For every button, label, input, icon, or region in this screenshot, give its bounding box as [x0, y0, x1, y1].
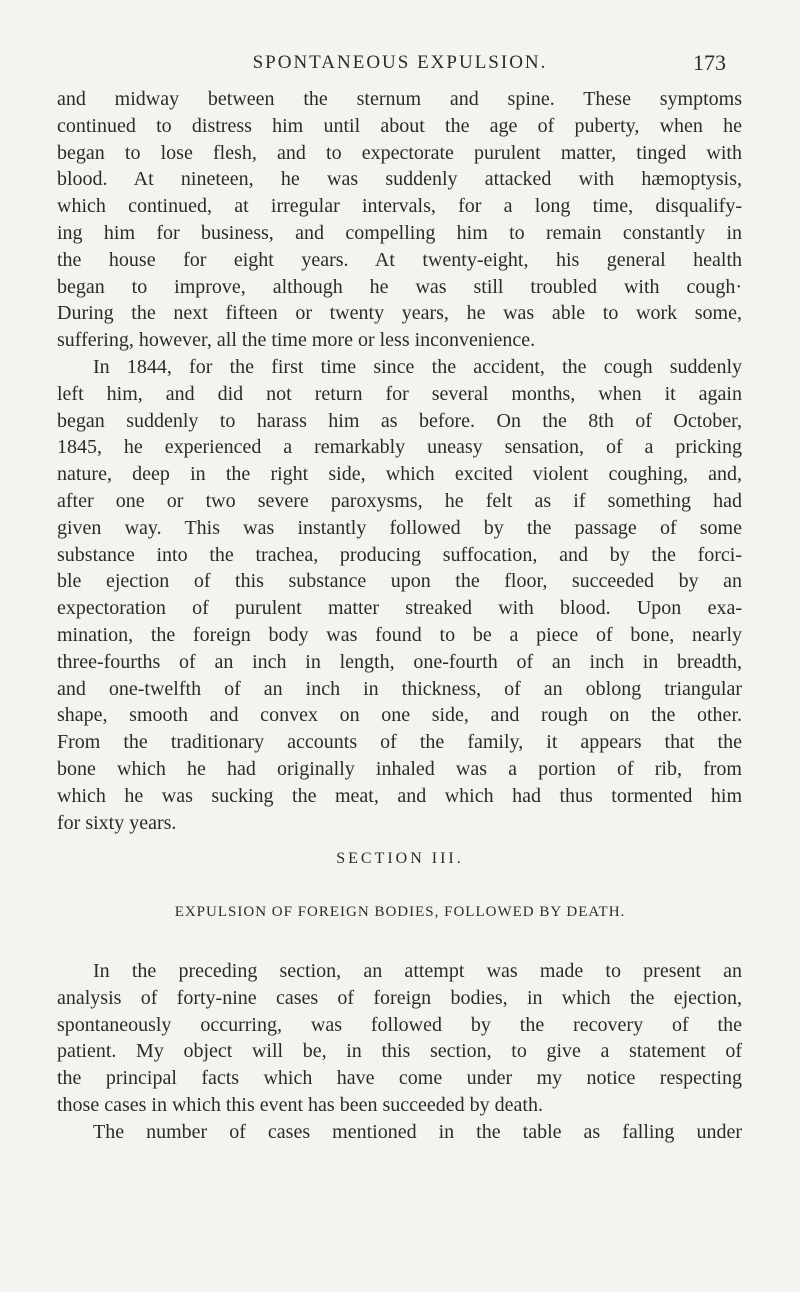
paragraph-2 [57, 354, 742, 836]
text-line: During the next fifteen or twenty years, he was able to work some, [57, 302, 742, 325]
text-line: nature, deep in the right side, which excited violent coughing, and, [57, 463, 742, 486]
text-line: continued to distress him until about the age of puberty, when he [57, 114, 742, 137]
page-number: 173 [693, 50, 726, 75]
text-line: shape, smooth and convex on one side, and rough on the other. [57, 704, 742, 727]
text-line: three-fourths of an inch in length, one-fourth of an inch in breadth, [57, 650, 742, 673]
text-line: 1845, he experienced a remarkably uneasy sensation, of a pricking [57, 436, 742, 459]
text-line: which he was sucking the meat, and which had thus tormented him [57, 784, 742, 807]
text-line: given way. This was instantly followed by the passage of some [57, 516, 742, 539]
text-line: the house for eight years. At twenty-eight, his general health [57, 248, 742, 271]
text-line: In the preceding section, an attempt was made to present an [93, 960, 742, 982]
text-line: ing him for business, and compelling him to remain constantly in [57, 221, 742, 244]
running-head [0, 50, 800, 80]
text-line: expectoration of purulent matter streaked with blood. Upon exa- [57, 597, 742, 620]
running-title: SPONTANEOUS EXPULSION. [252, 52, 548, 73]
text-line: substance into the trachea, producing suffocation, and by the forci- [57, 543, 742, 566]
text-line: mination, the foreign body was found to be a piece of bone, nearly [57, 623, 742, 646]
text-line: suffering, however, all the time more or less inconvenience. [57, 329, 536, 352]
text-line: From the traditionary accounts of the family, it appears that the [57, 731, 742, 754]
text-line: began to lose flesh, and to expectorate purulent matter, tinged with [57, 141, 742, 164]
text-line: which continued, at irregular intervals, for a long time, disqualify- [57, 195, 742, 218]
text-line: patient. My object will be, in this section, to give a statement of [57, 1040, 742, 1063]
paragraph-4 [57, 1119, 742, 1146]
text-line: and midway between the sternum and spine. These symptoms [57, 88, 742, 110]
text-line: began suddenly to harass him as before. On the 8th of October, [57, 409, 742, 432]
text-line: blood. At nineteen, he was suddenly attacked with hæmoptysis, [57, 168, 742, 191]
text-line: spontaneously occurring, was followed by the recovery of the [57, 1013, 742, 1036]
text-line: and one-twelfth of an inch in thickness, of an oblong triangular [57, 677, 742, 700]
text-line: those cases in which this event has been succeeded by death. [57, 1093, 543, 1116]
section-title: EXPULSION OF FOREIGN BODIES, FOLLOWED BY DEATH. [174, 904, 626, 920]
section-number: SECTION III. [336, 850, 464, 867]
text-line: The number of cases mentioned in the table as falling under [93, 1121, 742, 1143]
paragraph-1 [57, 86, 742, 354]
text-line: left him, and did not return for several months, when it again [57, 382, 742, 405]
text-line: for sixty years. [57, 811, 177, 834]
text-line: In 1844, for the first time since the accident, the cough suddenly [93, 356, 742, 378]
text-line: began to improve, although he was still troubled with cough· [57, 275, 742, 298]
text-line: bone which he had originally inhaled was a portion of rib, from [57, 757, 742, 780]
paragraph-3 [57, 958, 742, 1119]
text-line: after one or two severe paroxysms, he felt as if something had [57, 489, 742, 512]
text-line: ble ejection of this substance upon the floor, succeeded by an [57, 570, 742, 593]
text-line: analysis of forty-nine cases of foreign bodies, in which the ejection, [57, 986, 742, 1009]
text-line: the principal facts which have come under my notice respecting [57, 1067, 742, 1090]
